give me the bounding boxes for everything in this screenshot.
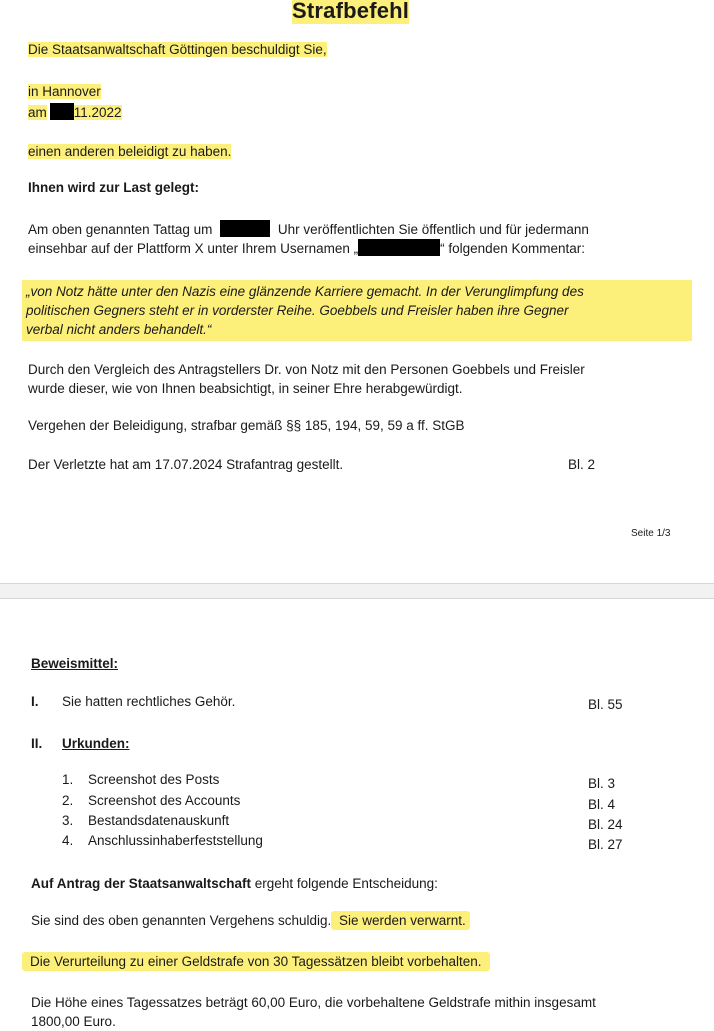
document-reference: Bl. 3 [588, 776, 616, 791]
quoted-comment: „von Notz hätte unter den Nazis eine glänzende Karriere gemacht. In der Verunglimpfung des politischen Gegners steht er in vorderster Reihe. Goebbels und Freisler haben ihre Gegner verbal nicht anders behandelt.“ [22, 280, 692, 341]
item-2-number: II. [31, 736, 43, 751]
complaint-line: Der Verletzte hat am 17.07.2024 Strafantrag gestellt. [28, 457, 344, 472]
date-line [28, 103, 122, 120]
accuser-line: Die Staatsanwaltschaft Göttingen beschuldigt Sie, [28, 42, 327, 57]
item-1-reference: Bl. 55 [588, 697, 623, 712]
fine-paragraph: Die Höhe eines Tagessatzes beträgt 60,00 Euro, die vorbehaltene Geldstrafe mithin insgesamt 1800,00 Euro. [31, 995, 596, 1029]
document-item: 4. Anschlussinhaberfeststellung [62, 833, 263, 848]
reservation-line: Die Verurteilung zu einer Geldstrafe von 30 Tagessätzen bleibt vorbehalten. [22, 952, 490, 971]
document-item: 1. Screenshot des Posts [62, 772, 220, 787]
complaint-reference: Bl. 2 [568, 457, 596, 472]
item-1-number: I. [31, 694, 39, 709]
guilty-line: Sie sind des oben genannten Vergehens schuldig. Sie werden verwarnt. [31, 913, 470, 928]
redaction-day [50, 103, 74, 120]
redaction-time [220, 220, 270, 237]
accused-heading: Ihnen wird zur Last gelegt: [28, 180, 200, 195]
place-line: in Hannover [28, 84, 101, 99]
fact-line-1: Am oben genannten Tattag um Uhr veröffentlichten Sie öffentlich und für jedermann [28, 222, 589, 237]
page-number: Seite 1/3 [631, 528, 671, 539]
date-prefix: am [28, 105, 47, 120]
redaction-username [358, 239, 440, 256]
document-reference: Bl. 4 [588, 797, 616, 812]
decision-line: Auf Antrag der Staatsanwaltschaft ergeht folgende Entscheidung: [31, 876, 438, 891]
item-1-text: Sie hatten rechtliches Gehör. [62, 694, 236, 709]
page-divider [0, 583, 714, 599]
document-item: 2. Screenshot des Accounts [62, 793, 241, 808]
document-reference: Bl. 27 [588, 837, 623, 852]
warning-highlight: Sie werden verwarnt. [331, 911, 470, 930]
charge-line: einen anderen beleidigt zu haben. [28, 144, 232, 159]
document-title: Strafbefehl [292, 0, 410, 23]
date-suffix: 11.2022 [73, 105, 122, 120]
item-2-heading: Urkunden: [62, 736, 130, 751]
document-reference: Bl. 24 [588, 817, 623, 832]
offense-line: Vergehen der Beleidigung, strafbar gemäß §§ 185, 194, 59, 59 a ff. StGB [28, 418, 465, 433]
evidence-heading: Beweismittel: [31, 656, 119, 671]
comparison-paragraph: Durch den Vergleich des Antragstellers Dr. von Notz mit den Personen Goebbels und Freisler wurde dieser, wie von Ihnen beabsichtigt, in seiner Ehre herabgewürdigt. [28, 362, 585, 396]
document-item: 3. Bestandsdatenauskunft [62, 813, 230, 828]
fact-line-2: einsehbar auf der Plattform X unter Ihrem Usernamen „ “ folgenden Kommentar: [28, 241, 585, 256]
